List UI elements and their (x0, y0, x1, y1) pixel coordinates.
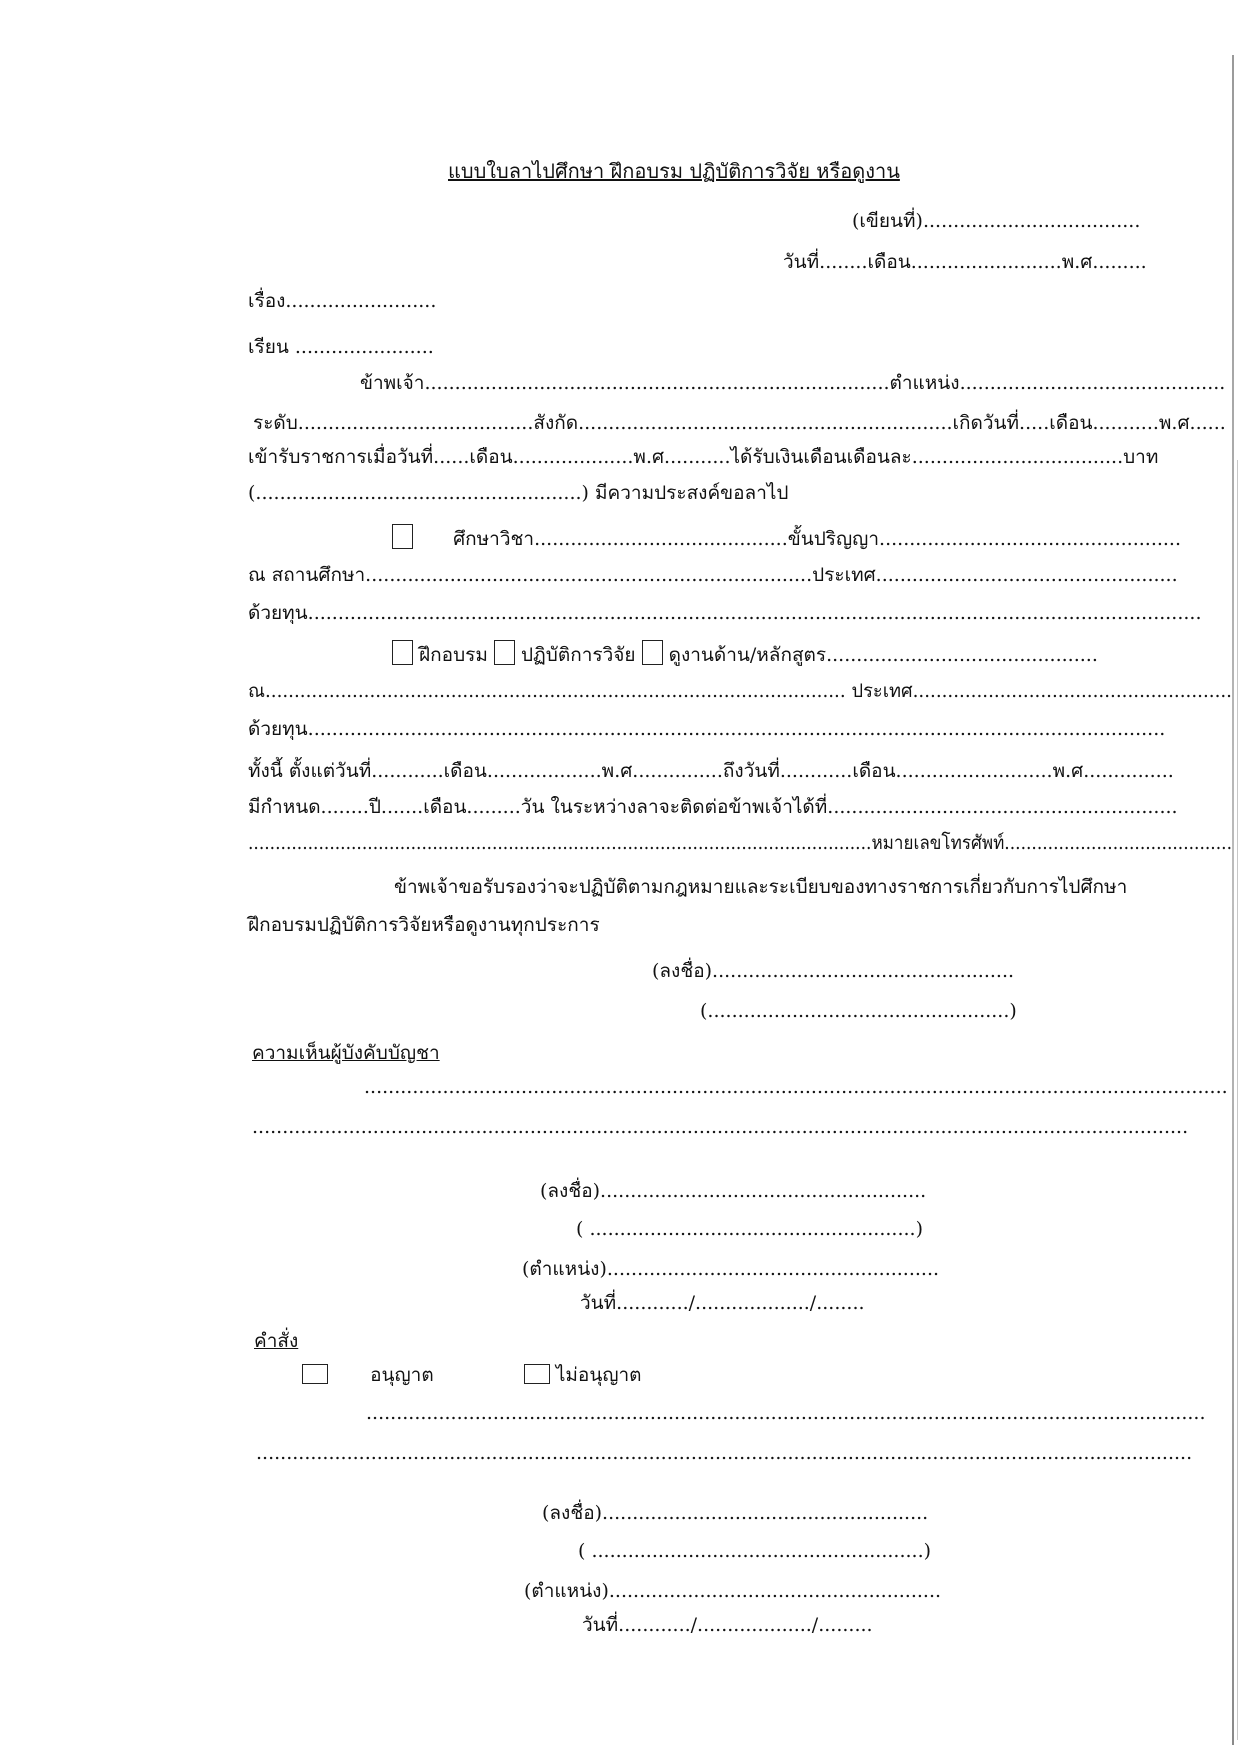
supervisor-name: ( ......................................................) (576, 1218, 924, 1240)
supervisor-position: (ตำแหน่ง)....................................................... (522, 1258, 940, 1280)
supervisor-signature: (ลงชื่อ)...................................................... (540, 1180, 927, 1202)
form-title: แบบใบลาไปศึกษา ฝึกอบรม ปฏิบัติการวิจัย หรือดูงาน (448, 159, 900, 183)
approve-label: อนุญาต (370, 1364, 434, 1386)
duration-field: มีกำหนด........ปี.......เดือน.........วัน ในระหว่างลาจะติดต่อข้าพเจ้าได้ที่.......................................................... (248, 796, 1178, 818)
order-signature: (ลงชื่อ)...................................................... (542, 1502, 929, 1524)
order-options (302, 1362, 642, 1388)
order-line-1: ........................................................................................................................................... (366, 1402, 1206, 1424)
applicant-name: (..................................................) (700, 1000, 1017, 1022)
observe-label: ดูงานด้าน/หลักสูตร............................................. (668, 644, 1098, 666)
scan-edge-faint (1237, 460, 1238, 1740)
scan-edge (1232, 55, 1234, 1745)
training-label: ฝึกอบรม (419, 644, 488, 666)
funding-field-1: ด้วยทุน.................................................................................................................................................... (248, 602, 1202, 624)
institution-field: ณ สถานศึกษา..........................................................................ประเทศ.................................................. (248, 564, 1178, 586)
subject-field: เรื่อง......................... (248, 290, 437, 312)
service-salary-field: เข้ารับราชการเมื่อวันที่......เดือน....................พ.ศ...........ได้รับเงินเดือนเดือนละ...................................บาท (248, 446, 1159, 468)
at-country-field: ณ.................................................................................................... ประเทศ....................................................... (248, 680, 1232, 702)
study-row (392, 524, 1181, 552)
supervisor-line-1: ............................................................................................................................................... (364, 1076, 1228, 1098)
training-checkbox[interactable] (392, 640, 413, 665)
name-position-field: ข้าพเจ้า.............................................................................ตำแหน่ง............................................ (360, 372, 1226, 394)
research-label: ปฏิบัติการวิจัย (520, 644, 636, 666)
study-checkbox[interactable] (392, 524, 413, 549)
research-checkbox[interactable] (494, 640, 515, 665)
period-field: ทั้งนี้ ตั้งแต่วันที่............เดือน...................พ.ศ...............ถึงวันที่............เดือน..........................พ.ศ............... (248, 760, 1174, 782)
deny-label: ไม่อนุญาต (555, 1364, 642, 1386)
written-at-field: (เขียนที่).................................... (852, 210, 1141, 232)
phone-field: ...................................................................................................................หมายเลขโทรศัพท์.......................................... (248, 832, 1232, 854)
certify-line-1: ข้าพเจ้าขอรับรองว่าจะปฏิบัติตามกฎหมายและระเบียบของทางราชการเกี่ยวกับการไปศึกษา (394, 876, 1128, 898)
to-field: เรียน ....................... (248, 336, 434, 358)
training-row (392, 640, 1098, 668)
study-subject-field: ศึกษาวิชา..........................................ขั้นปริญญา.................................................. (453, 528, 1182, 550)
observe-checkbox[interactable] (642, 640, 663, 665)
wish-field: (......................................................) มีความประสงค์ขอลาไป (248, 482, 789, 504)
order-position: (ตำแหน่ง)....................................................... (524, 1580, 942, 1602)
order-name: ( .......................................................) (578, 1540, 932, 1562)
funding-field-2: ด้วยทุน.............................................................................................................................................. (248, 718, 1166, 740)
supervisor-line-2: ........................................................................................................................................................... (252, 1116, 1189, 1138)
order-line-2: ........................................................................................................................................................... (256, 1442, 1193, 1464)
applicant-signature: (ลงชื่อ).................................................. (652, 960, 1015, 982)
order-date: วันที่............/.................../......... (582, 1614, 873, 1636)
level-field: ระดับ.......................................สังกัด..............................................................เกิดวันที่.....เดือน...........พ.ศ...... (253, 412, 1226, 434)
supervisor-date: วันที่............/.................../........ (580, 1292, 865, 1314)
supervisor-heading: ความเห็นผู้บังคับบัญชา (252, 1042, 440, 1064)
order-heading: คำสั่ง (254, 1330, 299, 1352)
deny-checkbox[interactable] (524, 1364, 550, 1384)
certify-line-2: ฝึกอบรมปฏิบัติการวิจัยหรือดูงานทุกประการ (248, 914, 600, 936)
approve-checkbox[interactable] (302, 1364, 328, 1384)
date-field: วันที่........เดือน.........................พ.ศ......... (783, 251, 1147, 273)
